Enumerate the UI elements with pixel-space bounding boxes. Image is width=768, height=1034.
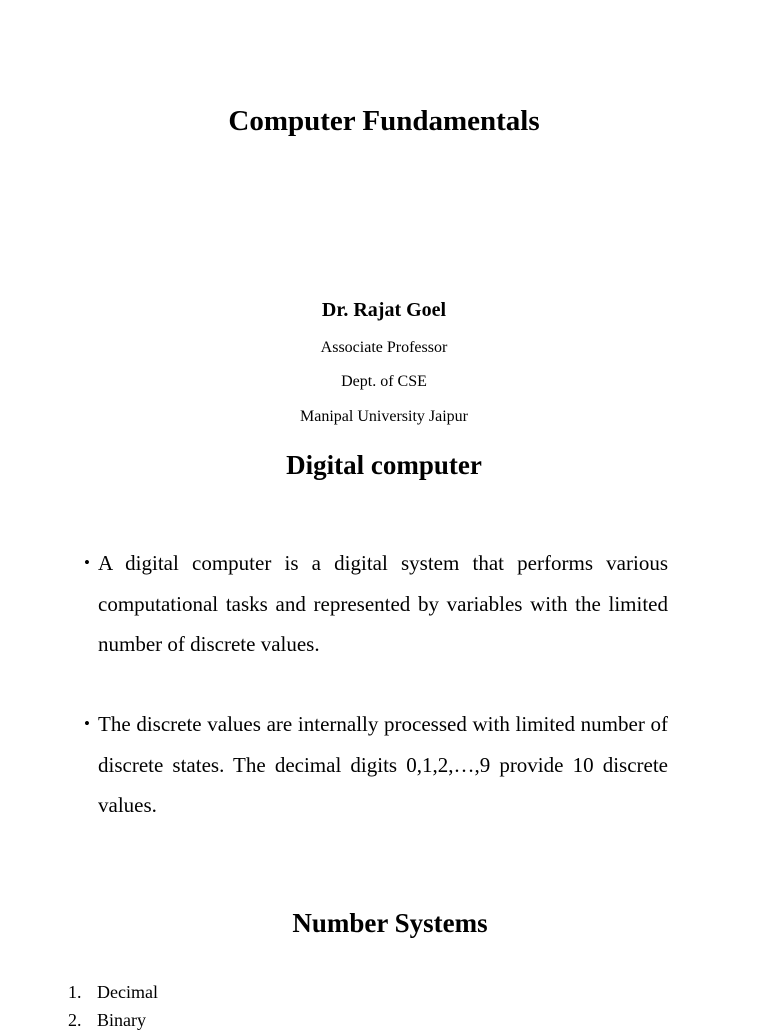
author-department: Dept. of CSE xyxy=(341,373,427,390)
author-name: Dr. Rajat Goel xyxy=(321,299,447,321)
number-systems-list xyxy=(68,978,158,1034)
list-item xyxy=(68,1006,158,1034)
bullet-text: The discrete values are internally processed with limited number of discrete states. The decimal digits 0,1,2,…,9 provide 10 discrete values. xyxy=(98,712,668,817)
list-item-number: 1. xyxy=(68,982,82,1002)
list-item-number: 2. xyxy=(68,1010,82,1030)
author-university: Manipal University Jaipur xyxy=(300,408,468,425)
bullet-text: A digital computer is a digital system that performs various computational tasks and represented by variables with the limited number of discrete values. xyxy=(98,551,668,656)
section-heading-number-systems: Number Systems xyxy=(292,908,488,938)
list-item xyxy=(68,978,158,1006)
author-position: Associate Professor xyxy=(320,339,448,356)
bullet-glyph: • xyxy=(84,714,90,733)
bullet-item xyxy=(84,543,668,665)
bullet-glyph: • xyxy=(84,553,90,572)
list-item-label: Binary xyxy=(97,1010,146,1030)
section-heading-digital-computer: Digital computer xyxy=(286,450,482,480)
bullet-item xyxy=(84,704,668,826)
list-item-label: Decimal xyxy=(97,982,158,1002)
document-title: Computer Fundamentals xyxy=(228,105,540,137)
